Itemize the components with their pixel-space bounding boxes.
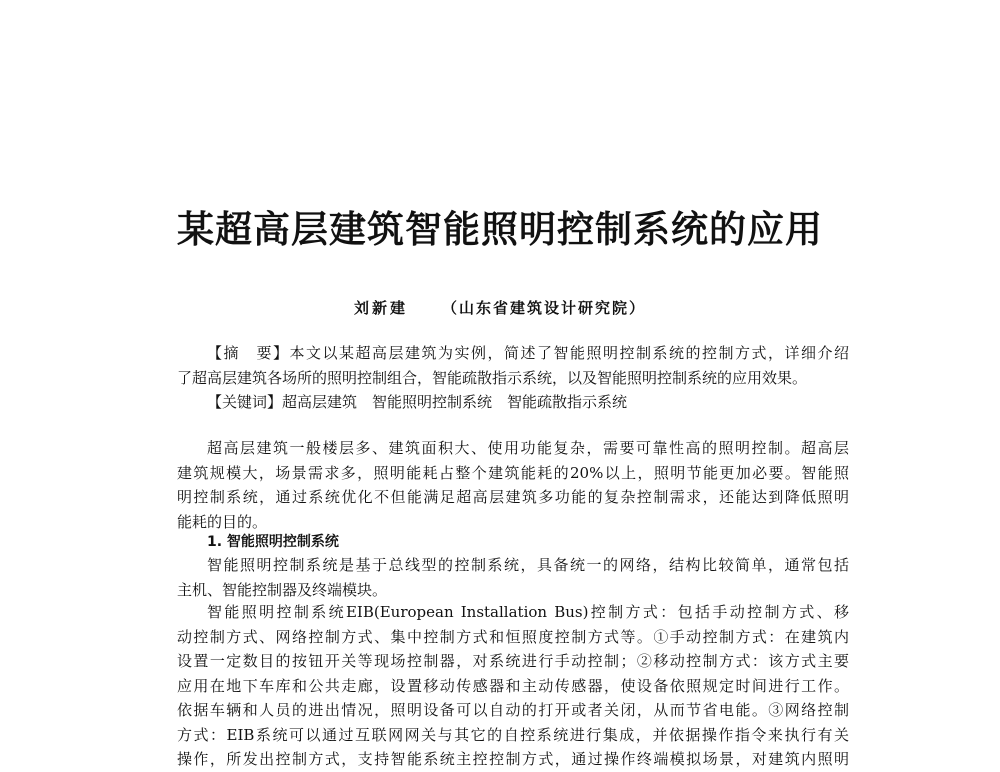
- paragraph-line: 方式：EIB系统可以通过互联网网关与其它的自控系统进行集成，并依据操作指令来执行有关: [177, 725, 849, 744]
- abstract: [177, 341, 849, 390]
- paragraph-line: 应用在地下车库和公共走廊，设置移动传感器和主动传感器，使设备依照规定时间进行工作。: [177, 676, 849, 695]
- paper-title: 某超高层建筑智能照明控制系统的应用: [177, 208, 823, 251]
- abstract-label: 【摘 要】: [207, 344, 290, 362]
- author-affiliation: （山东省建筑设计研究院）: [442, 299, 647, 317]
- abstract-line: 了超高层建筑各场所的照明控制组合，智能疏散指示系统，以及智能照明控制系统的应用效果。: [177, 368, 808, 387]
- section1-paragraph-2: [177, 600, 849, 772]
- intro-paragraph: [177, 436, 849, 534]
- byline: [0, 296, 1000, 320]
- paragraph-line: 依据车辆和人员的进出情况，照明设备可以自动的打开或者关闭，从而节省电能。③网络控制: [177, 701, 849, 719]
- paragraph-line: 设置一定数目的按钮开关等现场控制器，对系统进行手动控制；②移动控制方式：该方式主要: [177, 652, 849, 670]
- paragraph-line: 建筑规模大，场景需求多，照明能耗占整个建筑能耗的20%以上，照明节能更加必要。智能照: [177, 463, 849, 482]
- paragraph-line: 智能照明控制系统EIB(European Installation Bus)控制方式：包括手动控制方式、移: [207, 603, 849, 621]
- keywords-text: 超高层建筑 智能照明控制系统 智能疏散指示系统: [282, 393, 628, 411]
- keywords-line: [177, 390, 849, 415]
- paragraph-line: 主机、智能控制器及终端模块。: [177, 580, 388, 599]
- paragraph-line: 明控制系统，通过系统优化不但能满足超高层建筑多功能的复杂控制需求，还能达到降低照明: [177, 488, 849, 506]
- author-name: 刘新建: [353, 299, 408, 317]
- keywords-label: 【关键词】: [207, 393, 283, 411]
- paragraph-line: 智能照明控制系统是基于总线型的控制系统，具备统一的网络，结构比较简单，通常包括: [207, 556, 849, 574]
- paragraph-line: 动控制方式、网络控制方式、集中控制方式和恒照度控制方式等。①手动控制方式：在建筑内: [177, 627, 849, 646]
- section1-paragraph-1: [177, 553, 849, 602]
- section-heading: 1. 智能照明控制系统: [207, 534, 339, 550]
- paragraph-line: 操作，所发出控制方式，支持智能系统主控控制方式，通过操作终端模拟场景，对建筑内照明: [177, 750, 849, 768]
- abstract-line: 【摘 要】本文以某超高层建筑为实例，简述了智能照明控制系统的控制方式，详细介绍: [207, 344, 849, 362]
- paragraph-line: 能耗的目的。: [177, 512, 268, 531]
- paragraph-line: 超高层建筑一般楼层多、建筑面积大、使用功能复杂，需要可靠性高的照明控制。超高层: [207, 439, 849, 457]
- keywords: [177, 390, 849, 415]
